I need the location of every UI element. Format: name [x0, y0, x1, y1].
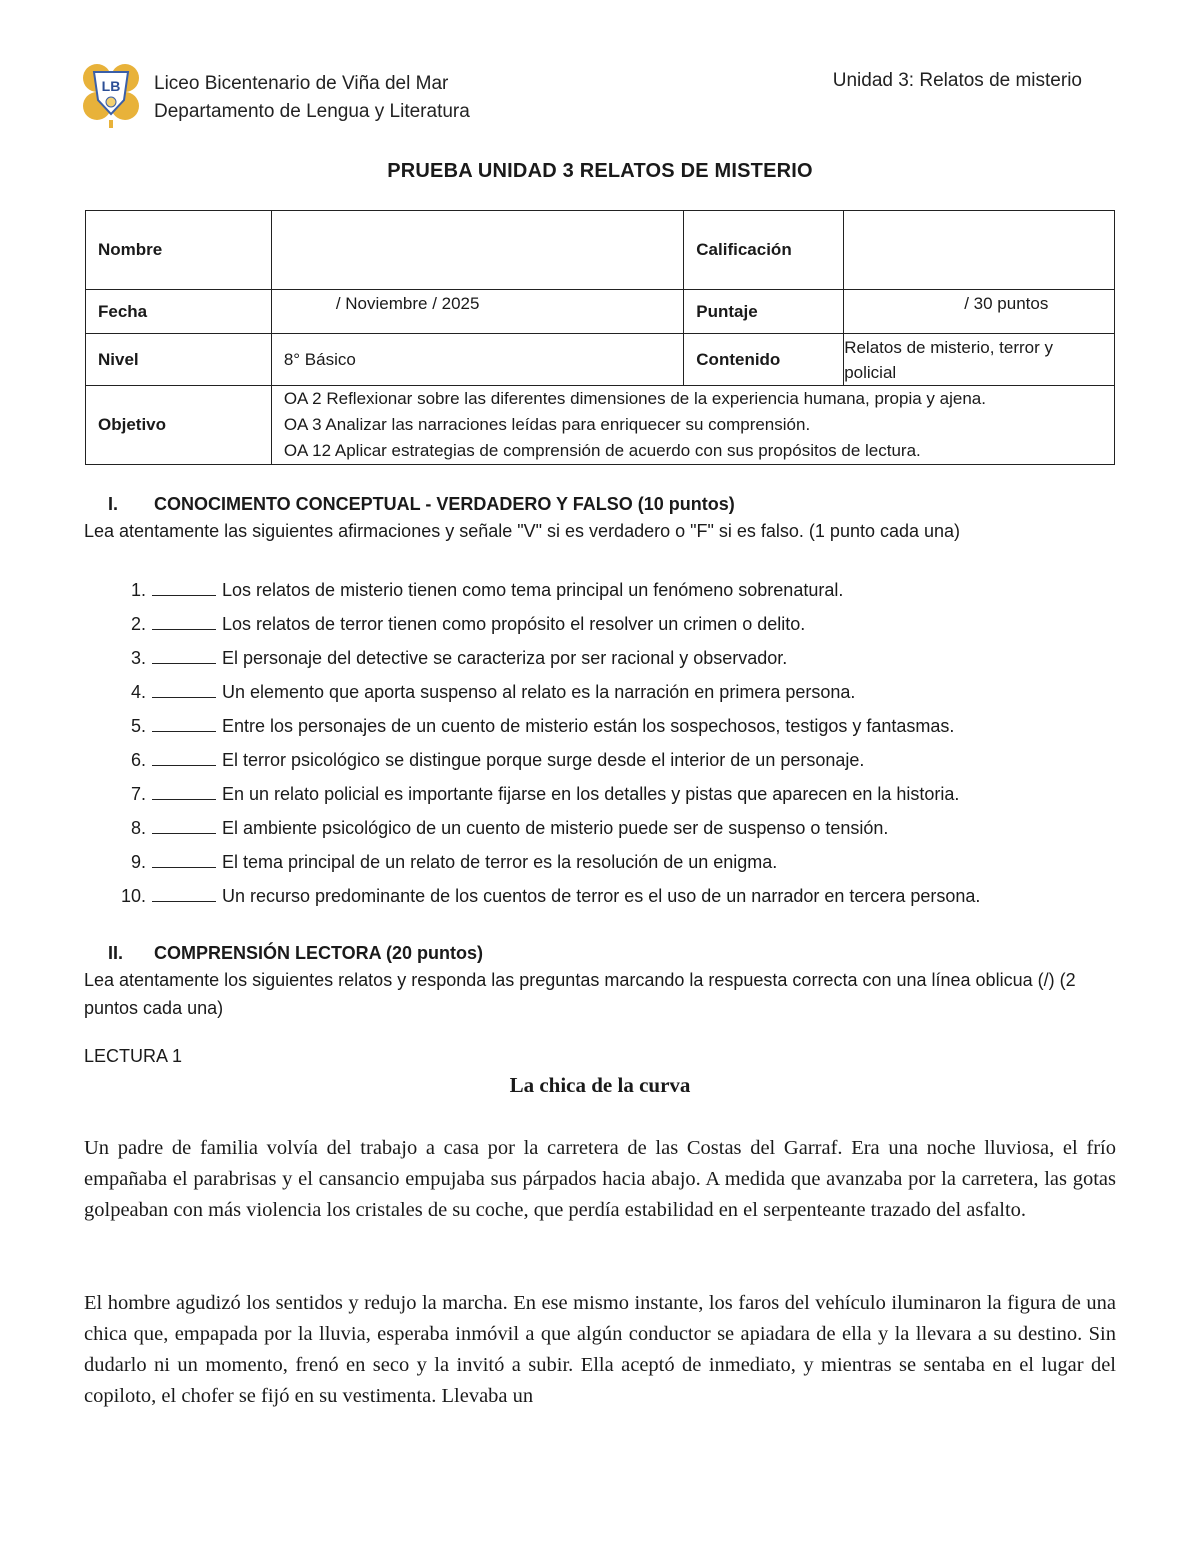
section-1-title: CONOCIMENTO CONCEPTUAL - VERDADERO Y FALSO (10 puntos): [154, 494, 735, 514]
section-1-number: I.: [108, 494, 119, 514]
item-number: 2.: [130, 614, 146, 634]
list-item: [84, 746, 980, 780]
item-text: El ambiente psicológico de un cuento de misterio puede ser de suspenso o tensión.: [222, 818, 889, 838]
fecha-label: Fecha: [86, 290, 272, 334]
item-number: 5.: [130, 716, 146, 736]
puntaje-label: Puntaje: [684, 290, 844, 334]
section-2: [84, 943, 1119, 1022]
list-item: [84, 848, 980, 882]
story-paragraph: El hombre agudizó los sentidos y redujo la marcha. En ese mismo instante, los faros del vehículo iluminaron la figura de una chica que, empapada por la lluvia, esperaba inmóvil a que algún conductor se apiadara de ella y la llevara a su destino. Sin dudarlo ni un momento, frenó en seco y la invitó a subir. Ella aceptó de inmediato, y mientras se sentaba en el lugar del copiloto, el chofer se fijó en su vestimenta. Llevaba un: [84, 1292, 1116, 1407]
section-2-instruction: Lea atentamente los siguientes relatos y responda las preguntas marcando la respuesta correcta con una línea oblicua (/) (2 puntos cada una): [84, 970, 1076, 1018]
answer-blank[interactable]: [152, 780, 216, 800]
answer-blank[interactable]: [152, 746, 216, 766]
list-item: [84, 678, 980, 712]
objetivo-item: OA 12 Aplicar estrategias de comprensión de acuerdo con sus propósitos de lectura.: [283, 441, 921, 460]
story-title: La chica de la curva: [509, 1073, 691, 1097]
item-number: 6.: [130, 750, 146, 770]
section-2-number: II.: [108, 943, 124, 963]
school-header: [80, 60, 470, 128]
item-text: Entre los personajes de un cuento de misterio están los sospechosos, testigos y fantasmas.: [222, 716, 955, 736]
section-2-heading: [84, 943, 1119, 964]
item-text: El terror psicológico se distingue porque surge desde el interior de un personaje.: [222, 750, 865, 770]
nombre-label: Nombre: [86, 211, 272, 290]
item-number: 1.: [130, 580, 146, 600]
school-logo-icon: [80, 60, 142, 128]
list-item: [84, 780, 980, 814]
list-item: [84, 814, 980, 848]
reading-label: LECTURA 1: [84, 1046, 183, 1066]
nivel-value: 8° Básico: [271, 334, 683, 386]
item-number: 3.: [130, 648, 146, 668]
item-number: 4.: [130, 682, 146, 702]
nombre-field[interactable]: [271, 211, 683, 290]
fecha-field[interactable]: [271, 290, 683, 334]
logo-text: LB: [101, 78, 121, 94]
section-2-title: COMPRENSIÓN LECTORA (20 puntos): [154, 943, 484, 963]
list-item: [84, 644, 980, 678]
objetivo-item: OA 3 Analizar las narraciones leídas para enriquecer su comprensión.: [283, 415, 811, 434]
objetivo-item: OA 2 Reflexionar sobre las diferentes dimensiones de la experiencia humana, propia y ajena.: [283, 389, 986, 408]
calificacion-label: Calificación: [684, 211, 844, 290]
contenido-label: Contenido: [684, 334, 844, 386]
objetivo-label: Objetivo: [86, 386, 272, 465]
answer-blank[interactable]: [152, 712, 216, 732]
list-item: [84, 576, 980, 610]
item-text: Un elemento que aporta suspenso al relato es la narración en primera persona.: [222, 682, 856, 702]
answer-blank[interactable]: [152, 610, 216, 630]
item-text: El personaje del detective se caracteriza por ser racional y observador.: [222, 648, 788, 668]
story-paragraph: Un padre de familia volvía del trabajo a casa por la carretera de las Costas del Garraf. Era una noche lluviosa, el frío empañaba el parabrisas y el cansancio empujaba sus párpados hacia abajo. A medida que avanzaba por la carretera, las gotas golpeaban con más violencia los cristales de su coche, que perdía estabilidad en el serpenteante trazado del asfalto.: [84, 1137, 1116, 1221]
section-1-instruction: Lea atentamente las siguientes afirmaciones y señale "V" si es verdadero o "F" si es falso. (1 punto cada una): [84, 521, 961, 541]
objetivo-list: [271, 386, 1114, 465]
answer-blank[interactable]: [152, 644, 216, 664]
list-item: [84, 882, 980, 916]
school-name: Liceo Bicentenario de Viña del Mar: [154, 73, 449, 94]
item-text: En un relato policial es importante fijarse en los detalles y pistas que aparecen en la historia.: [222, 784, 960, 804]
page-title: PRUEBA UNIDAD 3 RELATOS DE MISTERIO: [387, 160, 813, 182]
answer-blank[interactable]: [152, 678, 216, 698]
section-1-heading: [84, 494, 1119, 515]
department-name: Departamento de Lengua y Literatura: [154, 101, 470, 122]
item-text: Un recurso predominante de los cuentos de terror es el uso de un narrador en tercera persona.: [222, 886, 981, 906]
answer-blank[interactable]: [152, 576, 216, 596]
answer-blank[interactable]: [152, 814, 216, 834]
true-false-list: [84, 576, 980, 916]
item-text: Los relatos de misterio tienen como tema principal un fenómeno sobrenatural.: [222, 580, 844, 600]
unit-label: Unidad 3: Relatos de misterio: [832, 70, 1082, 91]
item-number: 7.: [130, 784, 146, 804]
list-item: [84, 712, 980, 746]
item-text: El tema principal de un relato de terror es la resolución de un enigma.: [222, 852, 778, 872]
student-info-table: [85, 210, 1115, 465]
nivel-label: Nivel: [86, 334, 272, 386]
section-1: [84, 494, 1119, 545]
fecha-value: / Noviembre / 2025: [335, 293, 480, 313]
item-text: Los relatos de terror tienen como propósito el resolver un crimen o delito.: [222, 614, 806, 634]
item-number: 9.: [130, 852, 146, 872]
puntaje-value: / 30 puntos: [964, 293, 1049, 313]
item-number: 10.: [120, 886, 146, 906]
item-number: 8.: [130, 818, 146, 838]
contenido-value: Relatos de misterio, terror y policial: [844, 334, 1115, 386]
puntaje-field[interactable]: [844, 290, 1115, 334]
answer-blank[interactable]: [152, 882, 216, 902]
calificacion-field[interactable]: [844, 211, 1115, 290]
list-item: [84, 610, 980, 644]
answer-blank[interactable]: [152, 848, 216, 868]
